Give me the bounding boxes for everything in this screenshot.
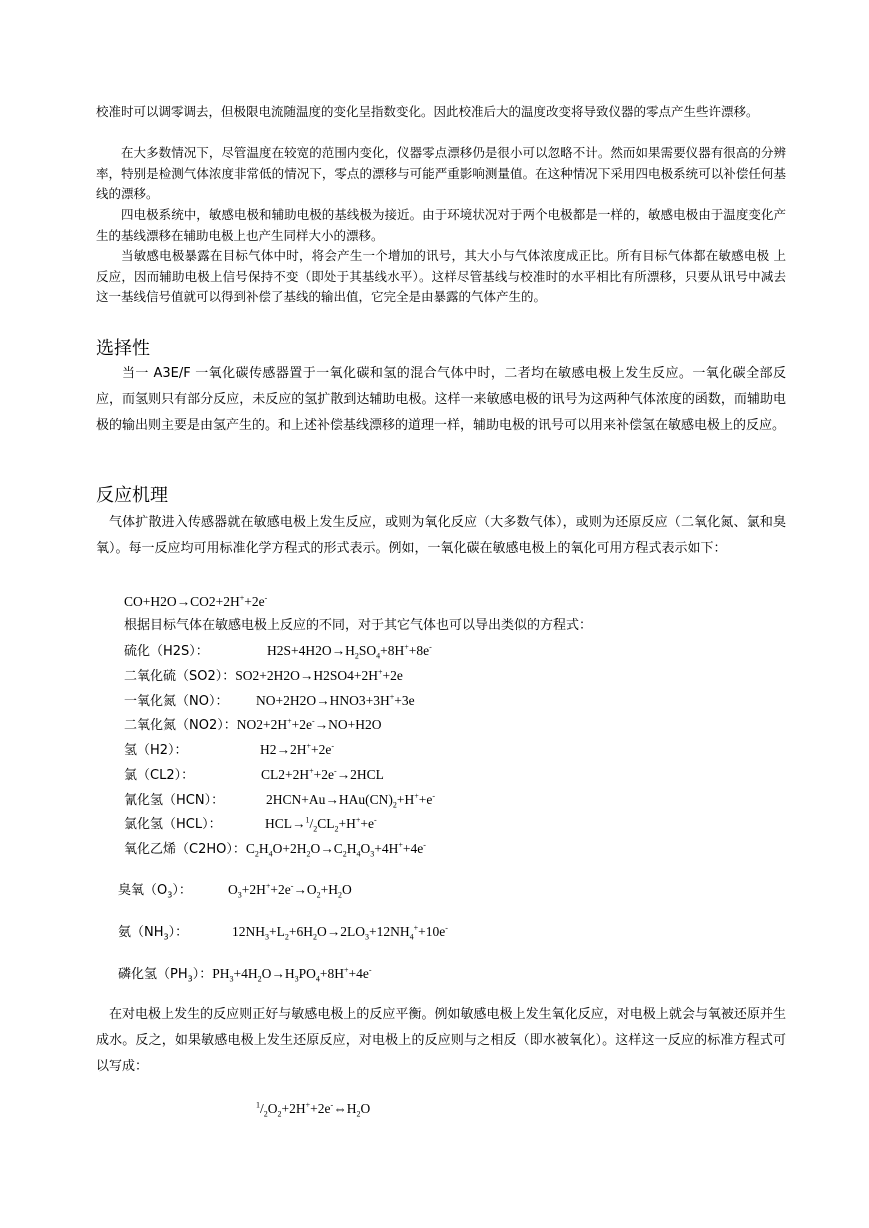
selectivity-paragraph: 当一 A3E/F 一氧化碳传感器置于一氧化碳和氢的混合气体中时，二者均在敏感电极上发生反应。一氧化碳全部反应，而氢则只有部分反应，未反应的氢扩散到达辅助电极。这样一来敏感电极的讯号为这两种气体浓度的函数，而辅助电极的输出则主要是由氢产生的。和上述补偿基线漂移的道理一样，辅助电极的讯号可以用来补偿氢在敏感电极上的反应。	[96, 366, 786, 433]
equation-label: 磷化氢$(PH_3)$：	[118, 967, 213, 984]
equation-so2: 二氧化硫（SO2）：SO2+2H2O→H2SO4+2H++2e	[124, 667, 403, 684]
counter-electrode-equation: $^1/_2O_2+2H^++2e^-\Leftrightarrow H_2O$	[256, 1100, 371, 1119]
equation-c2ho: 氧化乙烯（C2HO）：$C_2H_4O+2H_2O\to C_2H_4O_3+4H^++4e^-$	[124, 840, 426, 859]
equation-nh3: 氨$(NH_3)$： $12NH_3+L_2+6H_2O\to 2LO_3+12NH_4^++10e^-$	[118, 923, 448, 942]
co-oxidation-equation: CO+H2O→CO2+2H++2e-	[124, 593, 268, 609]
equation-label: 氯（CL2）：	[124, 768, 195, 783]
mechanism-paragraph-1: 气体扩散进入传感器就在敏感电极上发生反应，或则为氧化反应（大多数气体），或则为还原反应（二氧化氮、氯和臭氧）。每一反应均可用标准化学方程式的形式表示。例如，一氧化碳在敏感电极上的氧化可用方程式表示如下：	[96, 515, 786, 556]
equation-label: 氯化氢（HCL）：	[124, 817, 222, 832]
equation-label: 氨$(NH_3)$：	[118, 925, 189, 942]
equation-cl2: 氯（CL2）： CL2+2H++2e-→2HCL	[124, 766, 384, 783]
equation-label: 氢（H2）：	[124, 743, 188, 758]
equation-no: 一氧化氮（NO）： NO+2H2O→HNO3+3H++3e	[124, 692, 415, 709]
equation-label: 硫化（H2S）：	[124, 644, 209, 659]
intro-paragraph-4: 当敏感电极暴露在目标气体中时，将会产生一个增加的讯号，其大小与气体浓度成正比。所有目标气体都在敏感电极 上反应，因而辅助电极上信号保持不变（即处于其基线水平）。这样尽管基线与校准时的水平相比有所漂移，只要从讯号中减去这一基线信号值就可以得到补偿了基线的输出值，它完全是由暴露的气体产生的。	[96, 248, 786, 305]
equation-ph3: 磷化氢$(PH_3)$：$PH_3+4H_2O\to H_3PO_4+8H^++4e^-$	[118, 965, 372, 984]
intro-paragraph-2: 在大多数情况下，尽管温度在较宽的范围内变化，仪器零点漂移仍是很小可以忽略不计。然而如果需要仪器有很高的分辨率，特别是检测气体浓度非常低的情况下，零点的漂移与可能严重影响测量值。在这种情况下采用四电极系统可以补偿任何基线的漂移。	[96, 145, 786, 202]
equation-label: 氰化氢（HCN）：	[124, 793, 225, 808]
equation-hcl: 氯化氢（HCL）： $HCL\to^1/_2CL_2+H^++e^-$	[124, 815, 377, 834]
mechanism-heading: 反应机理	[96, 485, 168, 506]
equation-h2: 氢（H2）： H2→2H++2e-	[124, 741, 335, 758]
mechanism-paragraph-3: 在对电极上发生的反应则正好与敏感电极上的反应平衡。例如敏感电极上发生氧化反应，对电极上就会与氧被还原并生成水。反之，如果敏感电极上发生还原反应，对电极上的反应则与之相反（即水被氧化）。这样这一反应的标准方程式可以写成：	[96, 1007, 786, 1074]
intro-paragraph-3: 四电极系统中，敏感电极和辅助电极的基线极为接近。由于环境状况对于两个电极都是一样的，敏感电极由于温度变化产生的基线漂移在辅助电极上也产生同样大小的漂移。	[96, 207, 786, 243]
equation-h2s: 硫化（H2S）： $H2S+4H2O\to H_2SO_4+8H^++8e^-$	[124, 642, 432, 661]
equation-o3: 臭氧$(O_3)$： $O_3+2H^++2e^-\to O_2+H_2O$	[118, 881, 352, 900]
equation-label: 一氧化氮（NO）：	[124, 694, 229, 709]
selectivity-heading: 选择性	[96, 338, 150, 359]
equation-label: 二氧化氮（NO2）：	[124, 718, 237, 733]
equation-label: 臭氧$(O_3)$：	[118, 883, 192, 900]
equation-label: 二氧化硫（SO2）：	[124, 669, 236, 684]
equation-hcn: 氰化氢（HCN）： $2HCN+Au\to HAu(CN)_2+H^++e^-$	[124, 791, 436, 810]
mechanism-paragraph-2: 根据目标气体在敏感电极上反应的不同，对于其它气体也可以导出类似的方程式：	[124, 618, 593, 633]
equation-label: 氧化乙烯（C2HO）：	[124, 842, 246, 857]
intro-paragraph-1: 校准时可以调零调去，但极限电流随温度的变化呈指数变化。因此校准后大的温度改变将导致仪器的零点产生些许漂移。	[96, 104, 759, 119]
equation-no2: 二氧化氮（NO2）：NO2+2H++2e-→NO+H2O	[124, 716, 382, 733]
